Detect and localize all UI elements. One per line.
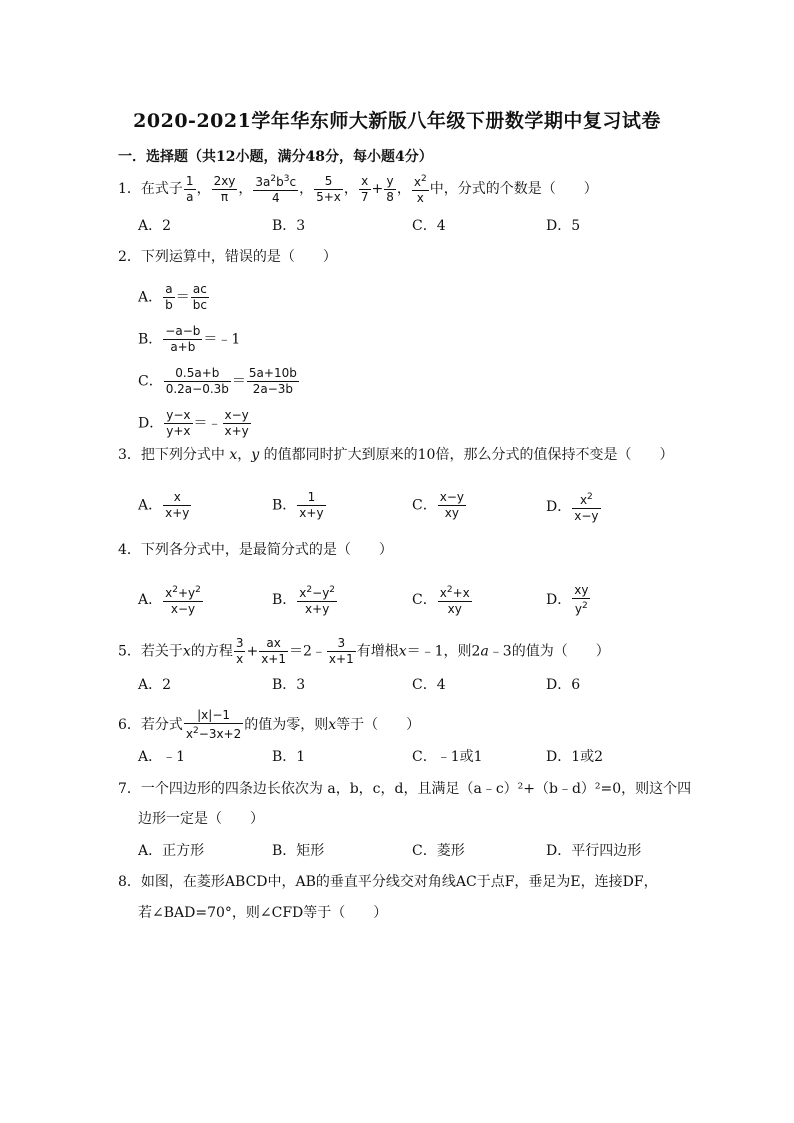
q1-frac-7: $\frac{x^2}{x}$ (413, 174, 427, 205)
q6-option-d: D．1或2 (546, 749, 604, 765)
exam-title: 2020-2021学年华东师大新版八年级下册数学期中复习试卷 (133, 110, 661, 132)
q4-option-b: B． $\frac{x^2-y^2}{x+y}$ (272, 585, 336, 616)
q2-option-d: D． $\frac{y-x}{y+x}$ ＝﹣ $\frac{x-y}{x+y}$ (138, 408, 249, 438)
q5-option-a: A．2 (138, 677, 172, 693)
q2-option-c: C． $\frac{0.5a+b}{0.2a-0.3b}$ ＝ $\frac{5a+10b}{2a-3b}$ (138, 366, 297, 396)
q1-frac-1: $\frac{1}{a}$ (185, 173, 194, 204)
q1-frac-3: $\frac{3a^2b^3c}{4}$ (255, 174, 297, 205)
q1-frac-4: $\frac{5}{5+x}$ (316, 173, 341, 204)
q3-option-a: A． $\frac{x}{x+y}$ (138, 490, 190, 520)
q1-suffix: 中，分式的个数是（ ） (429, 181, 598, 197)
q1-frac-5: $\frac{x}{7}$ (360, 173, 369, 204)
q1-option-a: A．2 (138, 218, 172, 234)
question-6-stem: 6．若分式 $\frac{|x|-1}{x^2-3x+2}$ 的值为零，则x等于（ ） (118, 708, 421, 741)
q2-option-a: A． $\frac{a}{b}$ ＝ $\frac{ac}{bc}$ (138, 282, 207, 312)
q4-option-d: D． $\frac{xy}{y^2}$ (546, 583, 589, 616)
q1-prefix: 1．在式子 (118, 181, 183, 197)
question-8-line-1: 8．如图，在菱形ABCD中，AB的垂直平分线交对角线AC于点F，垂足为E，连接DF， (118, 874, 658, 890)
q7-option-c: C．菱形 (412, 843, 465, 859)
q4-option-c: C． $\frac{x^2+x}{xy}$ (412, 585, 470, 616)
q5-option-c: C．4 (412, 677, 446, 693)
question-5-stem: 5．若关于x的方程 $\frac{3}{x}$ + $\frac{ax}{x+1}$ ＝2﹣ $\frac{3}{x+1}$ 有增根x＝﹣1，则2a﹣3的值为（ ） (118, 636, 610, 666)
q3-option-c: C． $\frac{x-y}{xy}$ (412, 490, 464, 520)
q1-frac-6: $\frac{y}{8}$ (386, 173, 394, 204)
q1-option-d: D．5 (546, 218, 581, 234)
q7-option-b: B．矩形 (272, 843, 325, 859)
section-heading: 一．选择题（共12小题，满分48分，每小题4分） (118, 149, 433, 165)
q3-option-d: D． $\frac{x^2}{x-y}$ (546, 492, 599, 523)
q6-option-b: B．1 (272, 749, 306, 765)
q2-option-b: B． $\frac{-a-b}{a+b}$ ＝﹣1 (138, 324, 241, 354)
q1-option-b: B．3 (272, 218, 306, 234)
q4-option-a: A． $\frac{x^2+y^2}{x-y}$ (138, 585, 201, 616)
q7-option-d: D．平行四边形 (546, 843, 642, 859)
q5-option-d: D．6 (546, 677, 581, 693)
question-7-line-1: 7．一个四边形的四条边长依次为 a，b，c，d，且满足（a﹣c）²+（b﹣d）²=0，则这个四 (118, 781, 692, 797)
question-2-stem: 2．下列运算中，错误的是（ ） (118, 249, 337, 265)
q6-option-c: C．﹣1或1 (412, 749, 483, 765)
question-7-line-2: 边形一定是（ ） (138, 811, 264, 827)
q5-option-b: B．3 (272, 677, 306, 693)
question-3-stem: 3．把下列分式中 x，y 的值都同时扩大到原来的10倍，那么分式的值保持不变是（ ） (118, 447, 674, 463)
question-1: 1．在式子 $\frac{1}{a}$ ， $\frac{2xy}{\pi}$ ， $\frac{3a^2b^3c}{4}$ ， $\frac{5}{5+x}$ ， $\frac{x}{7}$ + $\frac{y}{8}$ ， $\frac{x^2}{x}$ 中，分式的个数是（ ） (118, 173, 598, 205)
question-4-stem: 4．下列各分式中，是最简分式的是（ ） (118, 542, 393, 558)
q1-option-c: C．4 (412, 218, 446, 234)
q7-option-a: A．正方形 (138, 843, 205, 859)
q6-option-a: A．﹣1 (138, 749, 186, 765)
q1-frac-2: $\frac{2xy}{\pi}$ (213, 173, 236, 204)
question-8-line-2: 若∠BAD=70°，则∠CFD等于（ ） (138, 905, 388, 921)
q3-option-b: B． $\frac{1}{x+y}$ (272, 490, 324, 520)
